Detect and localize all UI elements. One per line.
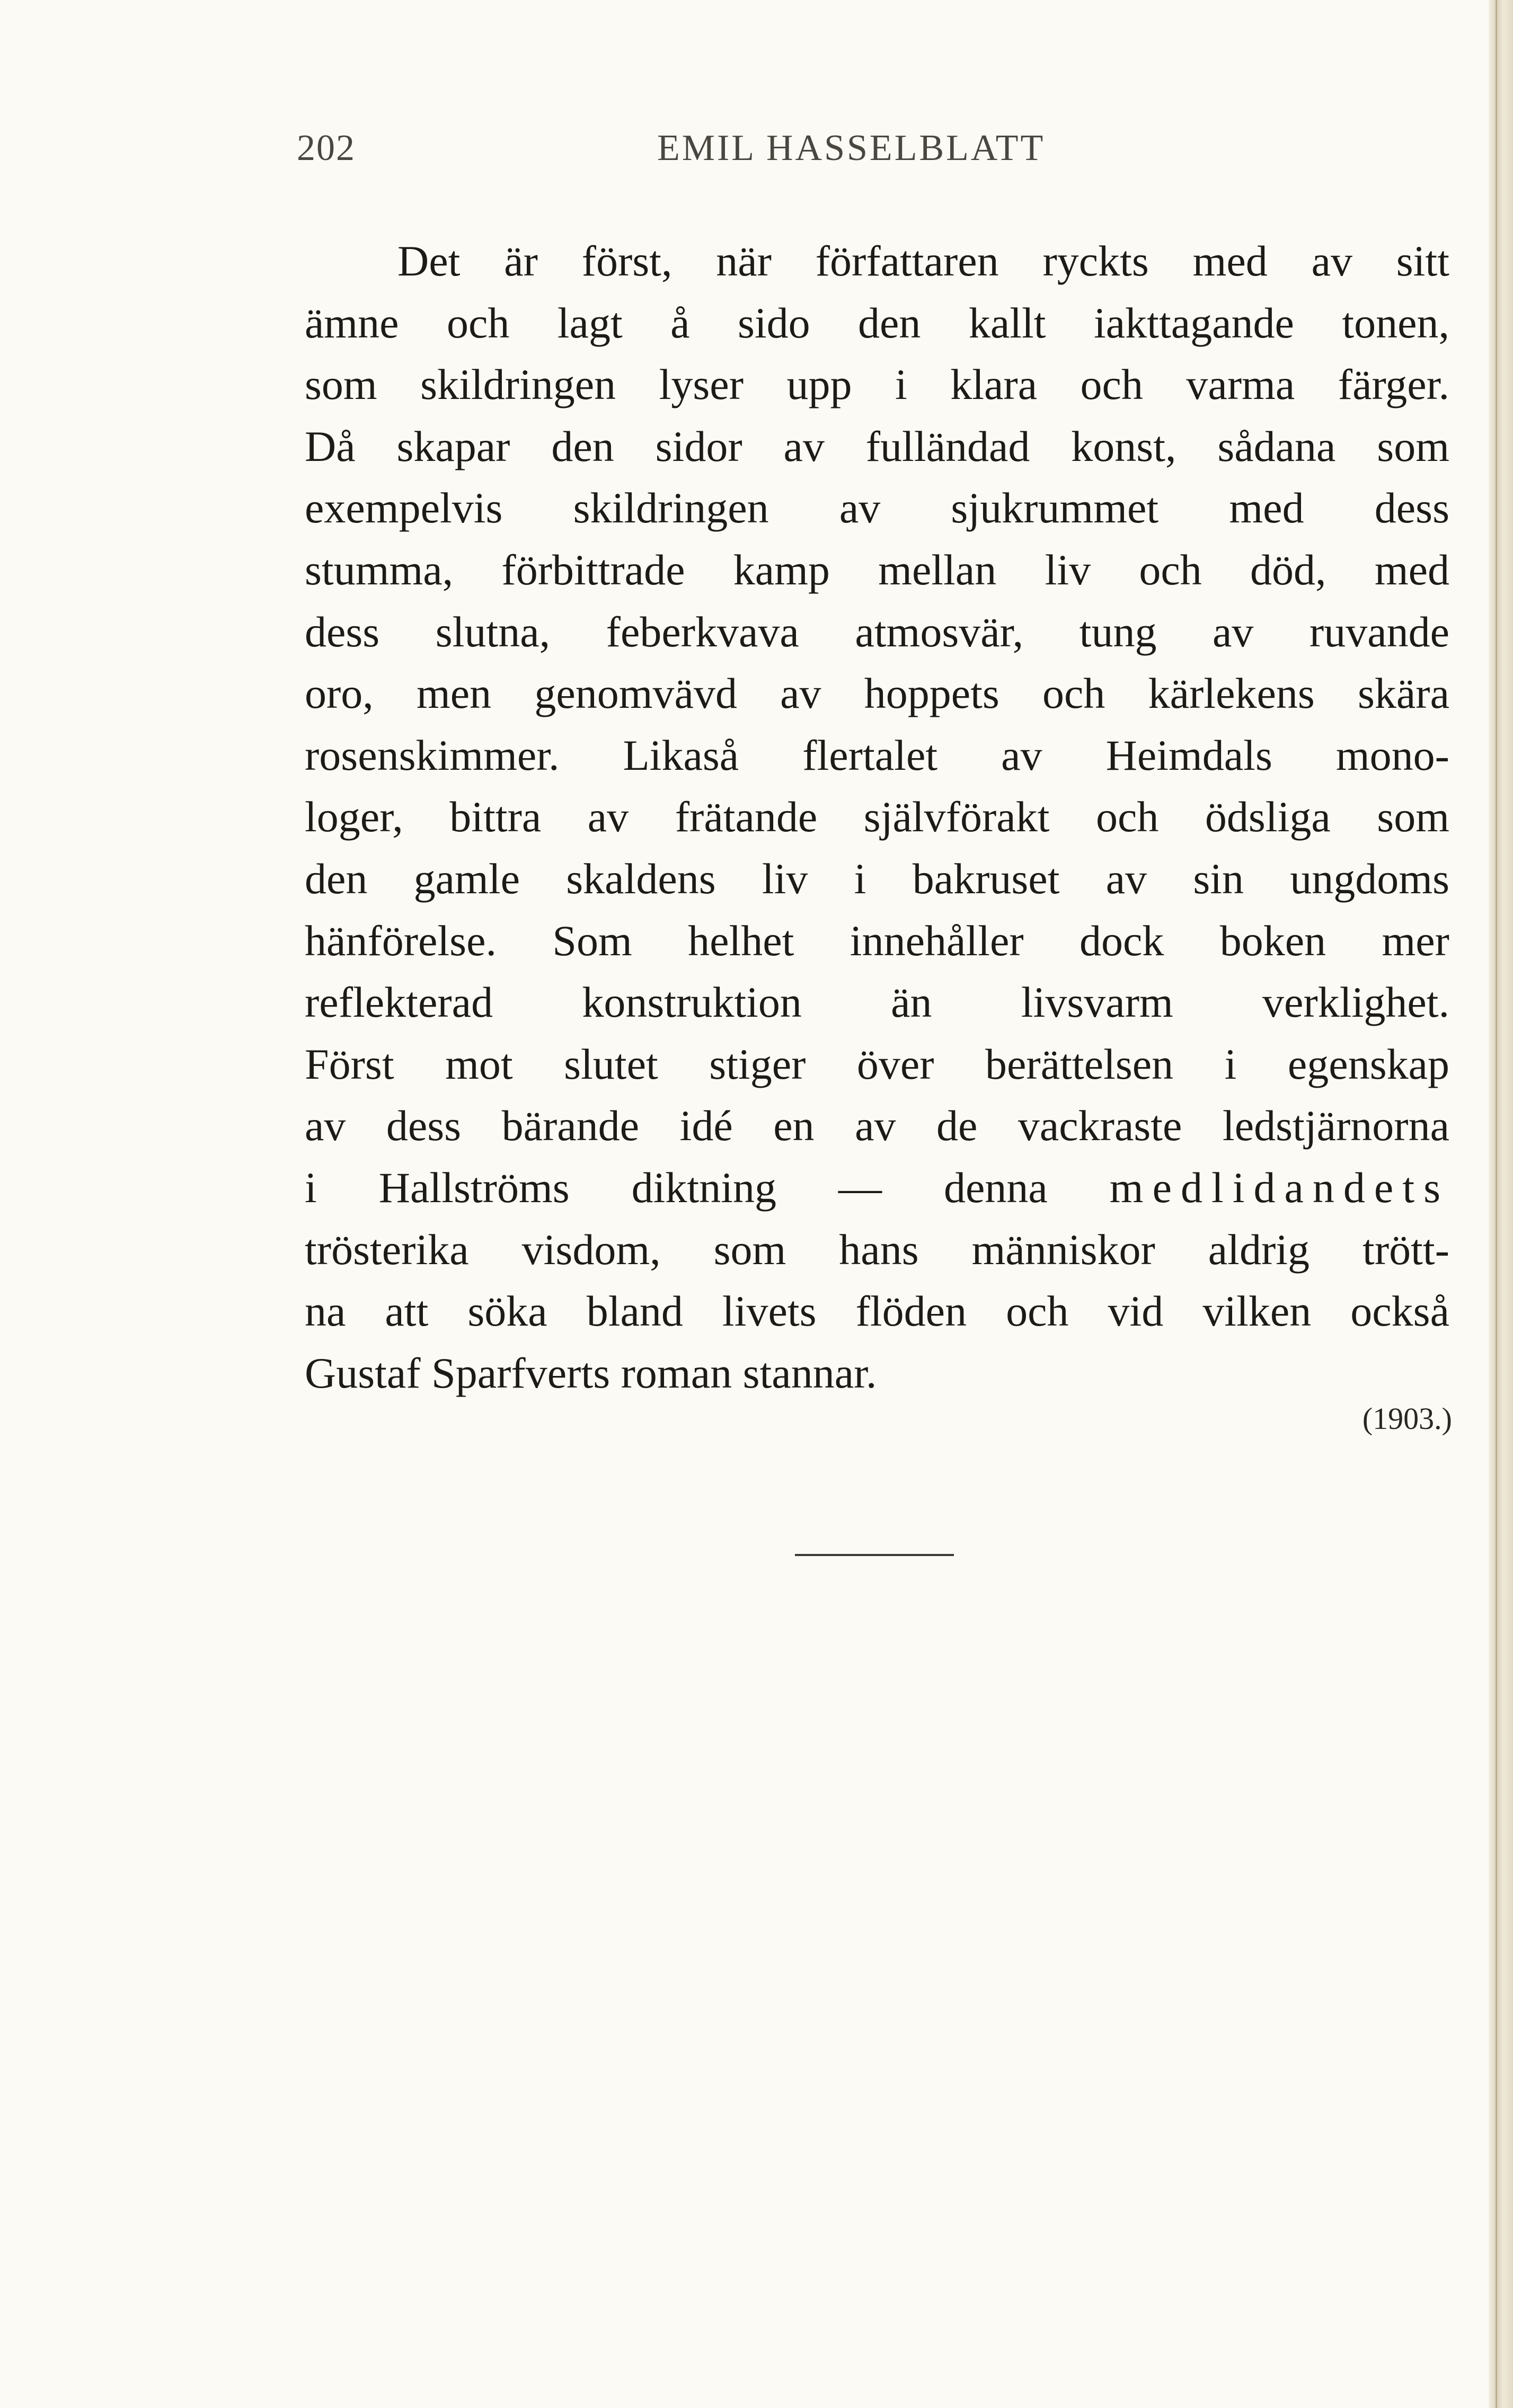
text-line: stumma, förbittrade kamp mellan liv och död, med bbox=[305, 545, 1449, 594]
text-line: Då skapar den sidor av fulländad konst, sådana som bbox=[305, 422, 1449, 470]
text-line: den gamle skaldens liv i bakruset av sin ungdoms bbox=[305, 854, 1449, 903]
spaced-emphasis-word: medlidandets bbox=[1109, 1163, 1450, 1212]
text-line-spaced-emphasis bbox=[305, 1157, 1449, 1219]
text-line: reflekterad konstruktion än livsvarm verklighet. bbox=[305, 978, 1449, 1027]
running-head bbox=[297, 125, 1452, 172]
section-end-rule bbox=[795, 1554, 954, 1556]
text-line: exempelvis skildringen av sjukrummet med dess bbox=[305, 484, 1449, 532]
running-head-author: EMIL HASSELBLATT bbox=[657, 128, 1046, 168]
text-line: Först mot slutet stiger över berättelsen i egenskap bbox=[305, 1039, 1449, 1088]
text-line: Det är först, när författaren ryckts med av sitt bbox=[397, 237, 1449, 285]
text-line: rosenskimmer. Likaså flertalet av Heimdals mono- bbox=[305, 731, 1449, 779]
text-line: dess slutna, feberkvava atmosvär, tung av ruvande bbox=[305, 607, 1449, 656]
page-number: 202 bbox=[297, 128, 356, 168]
text-line-final: Gustaf Sparfverts roman stannar. bbox=[305, 1348, 877, 1397]
text-line: hänförelse. Som helhet innehåller dock boken mer bbox=[305, 916, 1449, 965]
text-line: oro, men genomvävd av hoppets och kärlekens skära bbox=[305, 669, 1449, 718]
text-line: av dess bärande idé en av de vackraste ledstjärnorna bbox=[305, 1101, 1449, 1150]
text-line: loger, bittra av frätande självförakt och ödsliga som bbox=[305, 793, 1449, 841]
text-line-start: i Hallströms diktning — denna bbox=[305, 1163, 1048, 1212]
body-text bbox=[305, 230, 1449, 1404]
text-line: trösterika visdom, som hans människor aldrig trött- bbox=[305, 1225, 1449, 1274]
text-line: ämne och lagt å sido den kallt iakttagande tonen, bbox=[305, 298, 1449, 347]
text-line: som skildringen lyser upp i klara och varma färger. bbox=[305, 360, 1449, 409]
text-line: na att söka bland livets flöden och vid vilken också bbox=[305, 1287, 1449, 1336]
page-edge bbox=[1489, 0, 1513, 2408]
date-note: (1903.) bbox=[1362, 1401, 1452, 1436]
page-edge-shadow bbox=[1496, 0, 1497, 2408]
